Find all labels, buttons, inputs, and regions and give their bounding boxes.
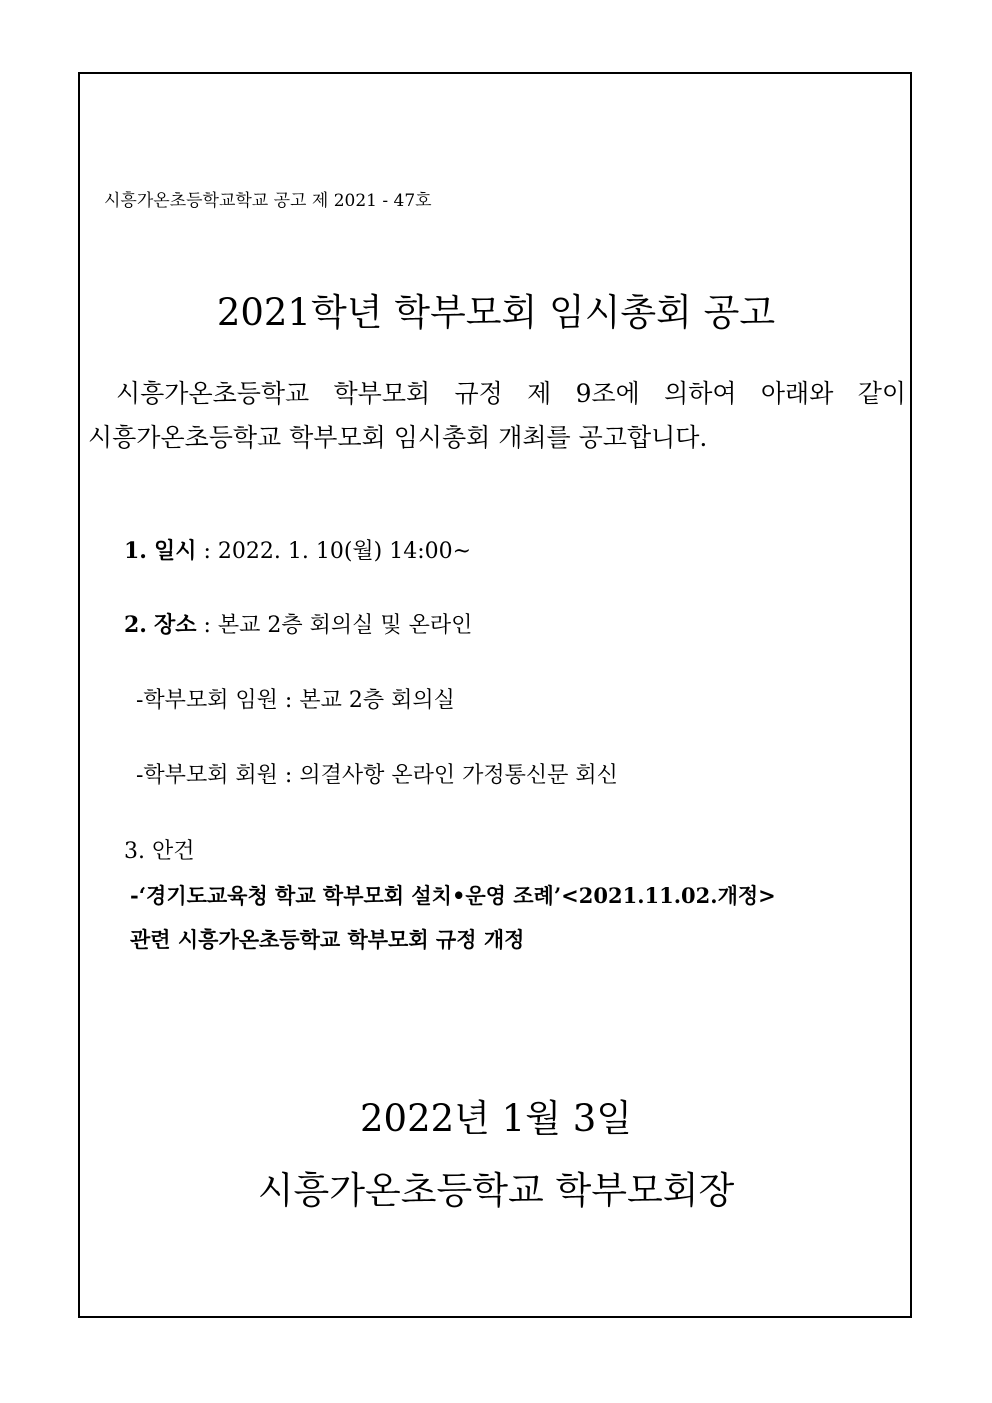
item-place-label: 장소 [153,612,197,638]
notice-number: 시흥가온초등학교학교 공고 제 2021 - 47호 [104,191,432,211]
item-agenda-line-1: -‘경기도교육청 학교 학부모회 설치•운영 조례’<2021.11.02.개정> [130,883,776,908]
document-title: 2021학년 학부모회 임시총회 공고 [216,291,776,334]
document-signer: 시흥가온초등학교 학부모회장 [257,1169,735,1212]
intro-line-1: 시흥가온초등학교 학부모회 규정 제 9조에 의하여 아래와 같이 [116,379,906,408]
item-agenda-heading: 3. 안건 [124,839,195,864]
item-place-number: 2. [124,612,147,638]
item-datetime-label: 일시 [153,538,197,564]
item-place-sub-officers: -학부모회 임원 : 본교 2층 회의실 [136,688,455,713]
item-datetime-number: 1. [124,538,147,564]
intro-line-2: 시흥가온초등학교 학부모회 임시총회 개최를 공고합니다. [88,423,708,452]
item-place-value: : 본교 2층 회의실 및 온라인 [196,613,473,638]
item-agenda-line-2: 관련 시흥가온초등학교 학부모회 규정 개정 [130,927,525,952]
item-datetime-value: : 2022. 1. 10(월) 14:00~ [196,539,472,564]
document-date: 2022년 1월 3일 [360,1097,632,1140]
intro-paragraph [88,372,906,460]
item-place-sub-members: -학부모회 회원 : 의결사항 온라인 가정통신문 회신 [136,763,618,788]
item-place [124,608,472,639]
item-datetime [124,534,471,565]
